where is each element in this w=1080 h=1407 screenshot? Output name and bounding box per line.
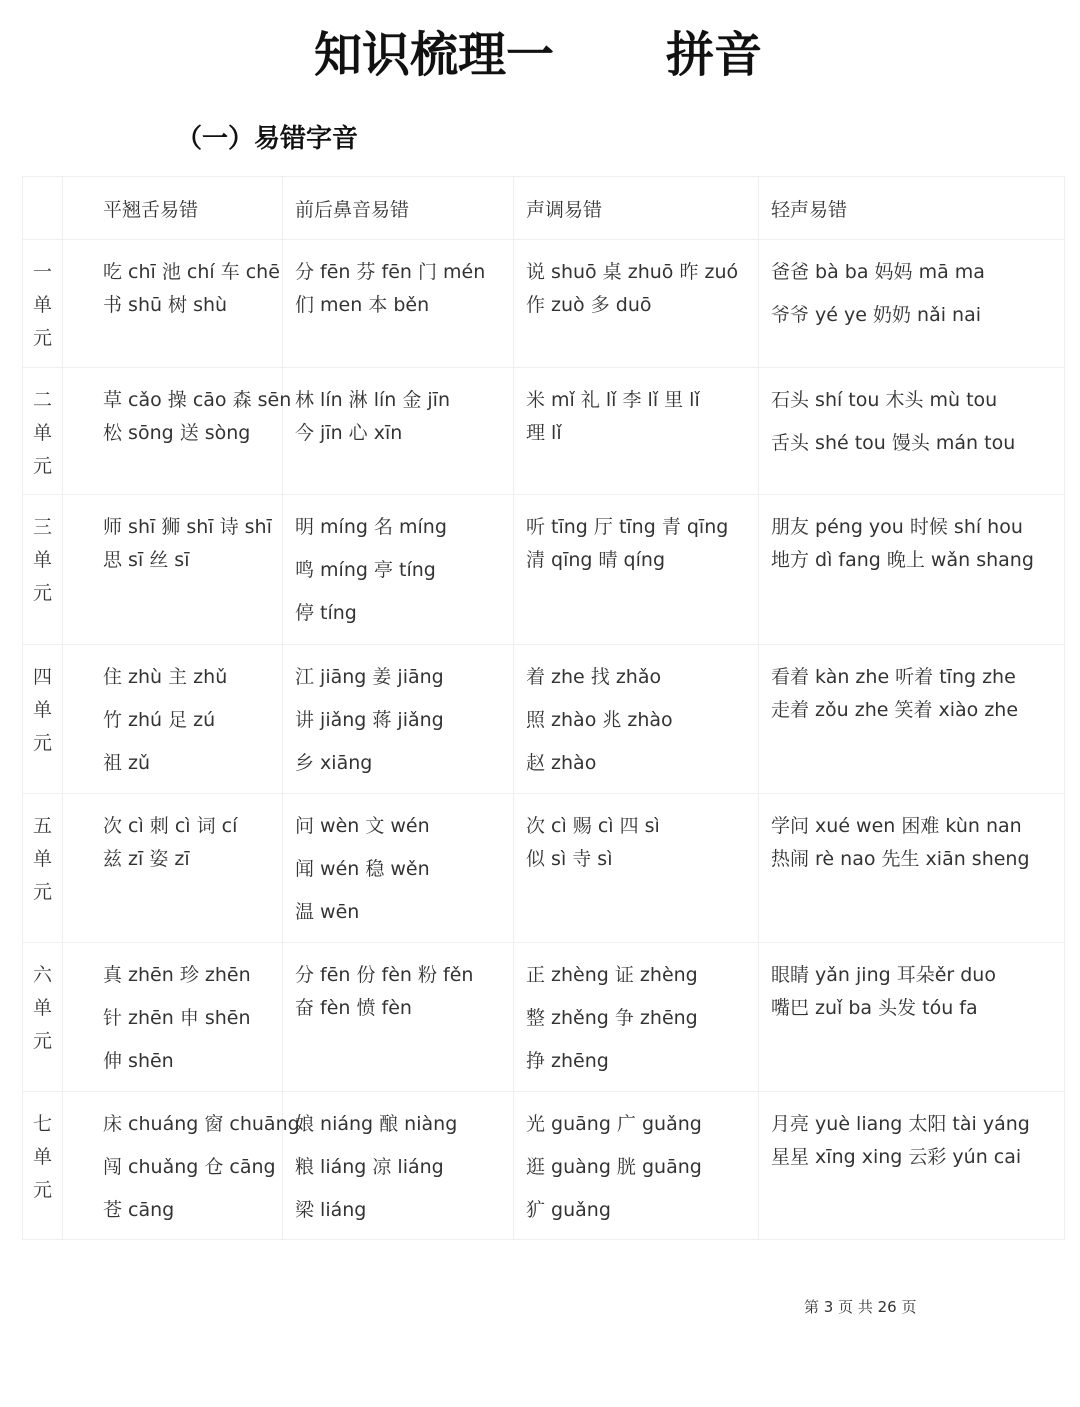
unit-char: 单 xyxy=(32,1146,52,1168)
cell-line: 师 shī 狮 shī 诗 shī xyxy=(103,516,272,538)
cell-line: 吃 chī 池 chí 车 chē xyxy=(103,261,280,283)
cell-line: 月亮 yuè liang 太阳 tài yáng xyxy=(771,1113,1030,1135)
unit-char: 单 xyxy=(32,294,52,316)
cell-line: 作 zuò 多 duō xyxy=(526,294,652,316)
cell-line: 温 wēn xyxy=(295,901,360,923)
cell-line: 舌头 shé tou 馒头 mán tou xyxy=(771,432,1016,454)
unit-char: 元 xyxy=(32,881,52,903)
cell-line: 停 tíng xyxy=(295,602,357,624)
cell-line: 思 sī 丝 sī xyxy=(103,549,190,571)
table-cell xyxy=(63,645,283,794)
cell-line: 伸 shēn xyxy=(103,1050,174,1072)
cell-line: 奋 fèn 愤 fèn xyxy=(295,997,412,1019)
table-row xyxy=(23,240,1065,368)
unit-label xyxy=(23,943,63,1092)
unit-char: 七 xyxy=(32,1113,52,1135)
cell-line: 眼睛 yǎn jing 耳朵ěr duo xyxy=(771,964,996,986)
cell-line: 说 shuō 桌 zhuō 昨 zuó xyxy=(526,261,739,283)
table-cell xyxy=(63,943,283,1092)
cell-line: 真 zhēn 珍 zhēn xyxy=(103,964,251,986)
unit-char: 单 xyxy=(32,848,52,870)
table-cell xyxy=(283,240,514,368)
cell-line: 祖 zǔ xyxy=(103,752,151,774)
table-cell xyxy=(759,240,1065,368)
header-neutral-tone: 轻声易错 xyxy=(759,177,1065,240)
cell-line: 兹 zī 姿 zī xyxy=(103,848,190,870)
table-cell xyxy=(63,368,292,495)
unit-label xyxy=(23,240,63,368)
cell-line: 明 míng 名 míng xyxy=(295,516,447,538)
cell-line: 犷 guǎng xyxy=(526,1199,611,1221)
table-cell xyxy=(759,1092,1065,1240)
unit-char: 二 xyxy=(32,389,52,411)
cell-line: 听 tīng 厅 tīng 青 qīng xyxy=(526,516,729,538)
unit-label xyxy=(23,794,63,943)
unit-label xyxy=(23,1092,63,1240)
section-title: （一）易错字音 xyxy=(176,124,359,154)
unit-char: 三 xyxy=(32,516,52,538)
cell-line: 鸣 míng 亭 tíng xyxy=(295,559,436,581)
unit-label xyxy=(23,368,63,495)
table-cell xyxy=(514,240,759,368)
unit-char: 六 xyxy=(32,964,52,986)
table-cell xyxy=(63,794,283,943)
unit-label xyxy=(23,495,63,645)
cell-line: 梁 liáng xyxy=(295,1199,367,1221)
cell-line: 地方 dì fang 晚上 wǎn shang xyxy=(771,549,1034,571)
unit-char: 单 xyxy=(32,699,52,721)
unit-char: 元 xyxy=(32,455,52,477)
header-nasal: 前后鼻音易错 xyxy=(283,177,514,240)
cell-line: 理 lǐ xyxy=(526,422,562,444)
cell-line: 赵 zhào xyxy=(526,752,597,774)
table-cell xyxy=(759,943,1065,1092)
cell-line: 正 zhèng 证 zhèng xyxy=(526,964,698,986)
header-retroflex: 平翘舌易错 xyxy=(63,177,283,240)
table-cell xyxy=(283,1092,514,1240)
cell-line: 似 sì 寺 sì xyxy=(526,848,613,870)
header-unit xyxy=(23,177,63,240)
cell-line: 闯 chuǎng 仓 cāng xyxy=(103,1156,276,1178)
table-cell xyxy=(283,943,514,1092)
table-row xyxy=(23,495,1065,645)
unit-char: 元 xyxy=(32,327,52,349)
table-cell xyxy=(759,794,1065,943)
cell-line: 石头 shí tou 木头 mù tou xyxy=(771,389,998,411)
table-row xyxy=(23,794,1065,943)
unit-char: 单 xyxy=(32,997,52,1019)
unit-char: 元 xyxy=(32,1179,52,1201)
cell-line: 书 shū 树 shù xyxy=(103,294,228,316)
table-row xyxy=(23,368,1065,495)
page-number: 第 3 页 共 26 页 xyxy=(804,1298,917,1316)
unit-char: 元 xyxy=(32,582,52,604)
page-title xyxy=(0,12,1080,82)
unit-char: 元 xyxy=(32,732,52,754)
cell-line: 照 zhào 兆 zhào xyxy=(526,709,673,731)
table-cell xyxy=(63,495,283,645)
cell-line: 闻 wén 稳 wěn xyxy=(295,858,430,880)
pinyin-table xyxy=(22,176,1065,1240)
title-part-1: 知识梳理一 xyxy=(314,27,555,83)
cell-line: 热闹 rè nao 先生 xiān sheng xyxy=(771,848,1030,870)
header-tone: 声调易错 xyxy=(514,177,759,240)
cell-line: 林 lín 淋 lín 金 jīn xyxy=(295,389,450,411)
cell-line: 草 cǎo 操 cāo 森 sēn xyxy=(103,389,292,411)
table-cell xyxy=(514,794,759,943)
cell-line: 粮 liáng 凉 liáng xyxy=(295,1156,444,1178)
cell-line: 松 sōng 送 sòng xyxy=(103,422,251,444)
cell-line: 分 fēn 份 fèn 粉 fěn xyxy=(295,964,474,986)
cell-line: 们 men 本 běn xyxy=(295,294,430,316)
cell-line: 走着 zǒu zhe 笑着 xiào zhe xyxy=(771,699,1019,721)
cell-line: 爷爷 yé ye 奶奶 nǎi nai xyxy=(771,304,981,326)
unit-label xyxy=(23,645,63,794)
title-part-2: 拼音 xyxy=(666,27,763,83)
table-cell xyxy=(514,495,759,645)
table-row xyxy=(23,645,1065,794)
cell-line: 竹 zhú 足 zú xyxy=(103,709,216,731)
unit-char: 五 xyxy=(32,815,52,837)
cell-line: 住 zhù 主 zhǔ xyxy=(103,666,228,688)
cell-line: 米 mǐ 礼 lǐ 李 lǐ 里 lǐ xyxy=(526,389,700,411)
table-row xyxy=(23,1092,1065,1240)
unit-char: 四 xyxy=(32,666,52,688)
table-cell xyxy=(63,240,283,368)
cell-line: 着 zhe 找 zhǎo xyxy=(526,666,662,688)
table-cell xyxy=(283,645,514,794)
unit-char: 单 xyxy=(32,422,52,444)
cell-line: 星星 xīng xing 云彩 yún cai xyxy=(771,1146,1022,1168)
cell-line: 今 jīn 心 xīn xyxy=(295,422,403,444)
table-row xyxy=(23,943,1065,1092)
unit-char: 一 xyxy=(32,261,52,283)
table-cell xyxy=(514,368,759,495)
cell-line: 嘴巴 zuǐ ba 头发 tóu fa xyxy=(771,997,978,1019)
table-cell xyxy=(514,943,759,1092)
cell-line: 光 guāng 广 guǎng xyxy=(526,1113,702,1135)
cell-line: 针 zhēn 申 shēn xyxy=(103,1007,251,1029)
cell-line: 爸爸 bà ba 妈妈 mā ma xyxy=(771,261,985,283)
table-cell xyxy=(514,1092,759,1240)
cell-line: 朋友 péng you 时候 shí hou xyxy=(771,516,1023,538)
cell-line: 问 wèn 文 wén xyxy=(295,815,430,837)
cell-line: 次 cì 赐 cì 四 sì xyxy=(526,815,660,837)
table-cell xyxy=(283,794,514,943)
unit-char: 元 xyxy=(32,1030,52,1052)
cell-line: 整 zhěng 争 zhēng xyxy=(526,1007,698,1029)
cell-line: 学问 xué wen 困难 kùn nan xyxy=(771,815,1022,837)
cell-line: 逛 guàng 胱 guāng xyxy=(526,1156,702,1178)
cell-line: 苍 cāng xyxy=(103,1199,175,1221)
cell-line: 江 jiāng 姜 jiāng xyxy=(295,666,444,688)
unit-char: 单 xyxy=(32,549,52,571)
cell-line: 乡 xiāng xyxy=(295,752,373,774)
cell-line: 清 qīng 晴 qíng xyxy=(526,549,666,571)
table-cell xyxy=(283,495,514,645)
cell-line: 看着 kàn zhe 听着 tīng zhe xyxy=(771,666,1016,688)
table-cell xyxy=(514,645,759,794)
table-cell xyxy=(759,645,1065,794)
cell-line: 床 chuáng 窗 chuāng xyxy=(103,1113,300,1135)
cell-line: 讲 jiǎng 蒋 jiǎng xyxy=(295,709,444,731)
cell-line: 挣 zhēng xyxy=(526,1050,609,1072)
cell-line: 分 fēn 芬 fēn 门 mén xyxy=(295,261,486,283)
table-cell xyxy=(759,495,1065,645)
table-header-row xyxy=(23,177,1065,240)
cell-line: 娘 niáng 酿 niàng xyxy=(295,1113,458,1135)
table-cell xyxy=(759,368,1065,495)
table-cell xyxy=(283,368,514,495)
table-cell xyxy=(63,1092,300,1240)
cell-line: 次 cì 刺 cì 词 cí xyxy=(103,815,238,837)
